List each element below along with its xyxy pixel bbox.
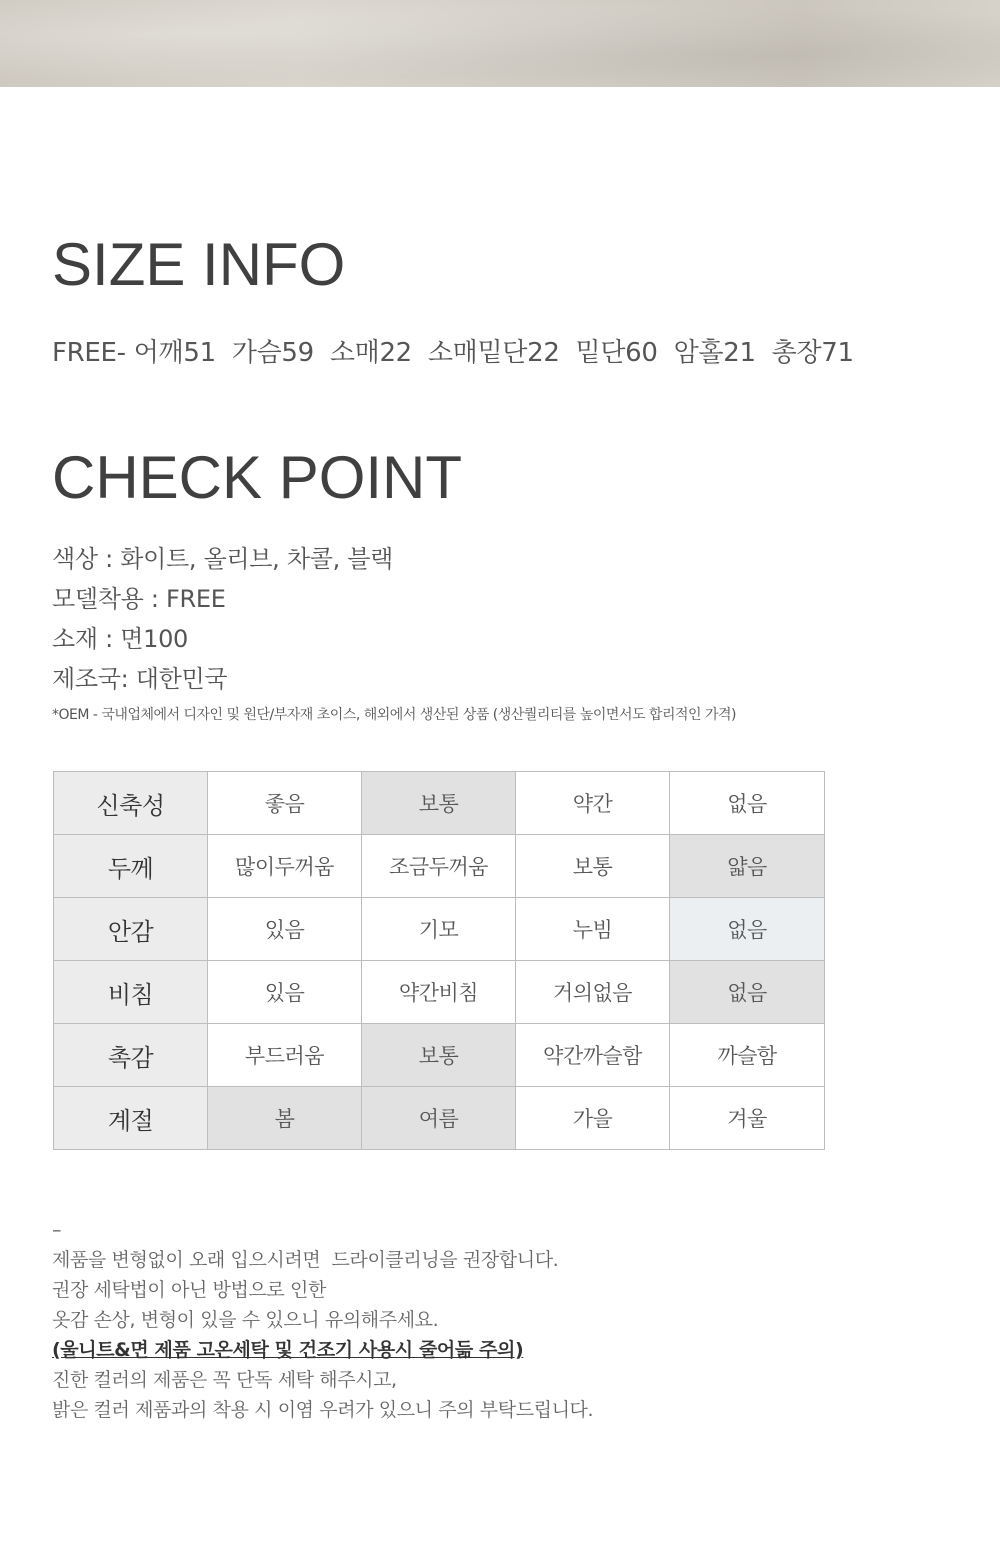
- row-label-thickness: 두께: [54, 835, 208, 898]
- table-cell: 좋음: [208, 772, 362, 835]
- table-cell-selected: 보통: [362, 1024, 516, 1087]
- spec-origin: 제조국: 대한민국: [52, 665, 228, 693]
- spec-material: 소재 : 면100: [52, 625, 189, 653]
- size-info-title: SIZE INFO: [52, 231, 346, 298]
- table-cell-selected: 봄: [208, 1087, 362, 1150]
- row-label-texture: 촉감: [54, 1024, 208, 1087]
- check-point-title: CHECK POINT: [52, 444, 463, 511]
- table-cell: 있음: [208, 898, 362, 961]
- table-cell: 가을: [516, 1087, 670, 1150]
- oem-note: *OEM - 국내업체에서 디자인 및 원단/부자재 초이스, 해외에서 생산된 상품 (생산퀄리티를 높이면서도 합리적인 가격): [52, 707, 736, 723]
- table-cell-selected: 없음: [670, 898, 825, 961]
- spec-color: 색상 : 화이트, 올리브, 차콜, 블랙: [52, 545, 394, 573]
- table-cell: 까슬함: [670, 1024, 825, 1087]
- care-line: 진한 컬러의 제품은 꼭 단독 세탁 해주시고,: [52, 1369, 397, 1391]
- care-divider: –: [52, 1219, 62, 1241]
- table-cell-selected: 없음: [670, 961, 825, 1024]
- care-line: 제품을 변형없이 오래 입으시려면 드라이클리닝을 권장합니다.: [52, 1249, 559, 1271]
- table-cell: 보통: [516, 835, 670, 898]
- table-row: [54, 898, 825, 961]
- care-warning: (울니트&면 제품 고온세탁 및 건조기 사용시 줄어듦 주의): [52, 1339, 524, 1361]
- row-label-stretch: 신축성: [54, 772, 208, 835]
- table-cell: 부드러움: [208, 1024, 362, 1087]
- product-photo-strip: [0, 0, 1000, 87]
- table-cell: 겨울: [670, 1087, 825, 1150]
- spec-list: [52, 541, 393, 701]
- size-measurements: FREE- 어깨51 가슴59 소매22 소매밑단22 밑단60 암홀21 총장71: [52, 338, 854, 368]
- table-row: [54, 961, 825, 1024]
- table-row: [54, 1087, 825, 1150]
- row-label-season: 계절: [54, 1087, 208, 1150]
- care-line: 권장 세탁법이 아닌 방법으로 인한: [52, 1279, 326, 1301]
- table-cell: 없음: [670, 772, 825, 835]
- fabric-check-table: [53, 771, 825, 1150]
- table-row: [54, 835, 825, 898]
- table-row: [54, 1024, 825, 1087]
- table-cell: 있음: [208, 961, 362, 1024]
- table-cell: 거의없음: [516, 961, 670, 1024]
- table-cell: 약간비침: [362, 961, 516, 1024]
- care-line: 옷감 손상, 변형이 있을 수 있으니 유의해주세요.: [52, 1309, 439, 1331]
- care-instructions: [52, 1215, 593, 1425]
- table-cell: 조금두꺼움: [362, 835, 516, 898]
- table-cell-selected: 얇음: [670, 835, 825, 898]
- table-cell: 약간: [516, 772, 670, 835]
- table-cell-selected: 여름: [362, 1087, 516, 1150]
- table-cell: 누빔: [516, 898, 670, 961]
- table-cell: 많이두꺼움: [208, 835, 362, 898]
- row-label-sheerness: 비침: [54, 961, 208, 1024]
- spec-model-size: 모델착용 : FREE: [52, 585, 226, 613]
- care-line: 밝은 컬러 제품과의 착용 시 이염 우려가 있으니 주의 부탁드립니다.: [52, 1399, 594, 1421]
- table-cell: 약간까슬함: [516, 1024, 670, 1087]
- table-row: [54, 772, 825, 835]
- row-label-lining: 안감: [54, 898, 208, 961]
- table-cell-selected: 보통: [362, 772, 516, 835]
- table-cell: 기모: [362, 898, 516, 961]
